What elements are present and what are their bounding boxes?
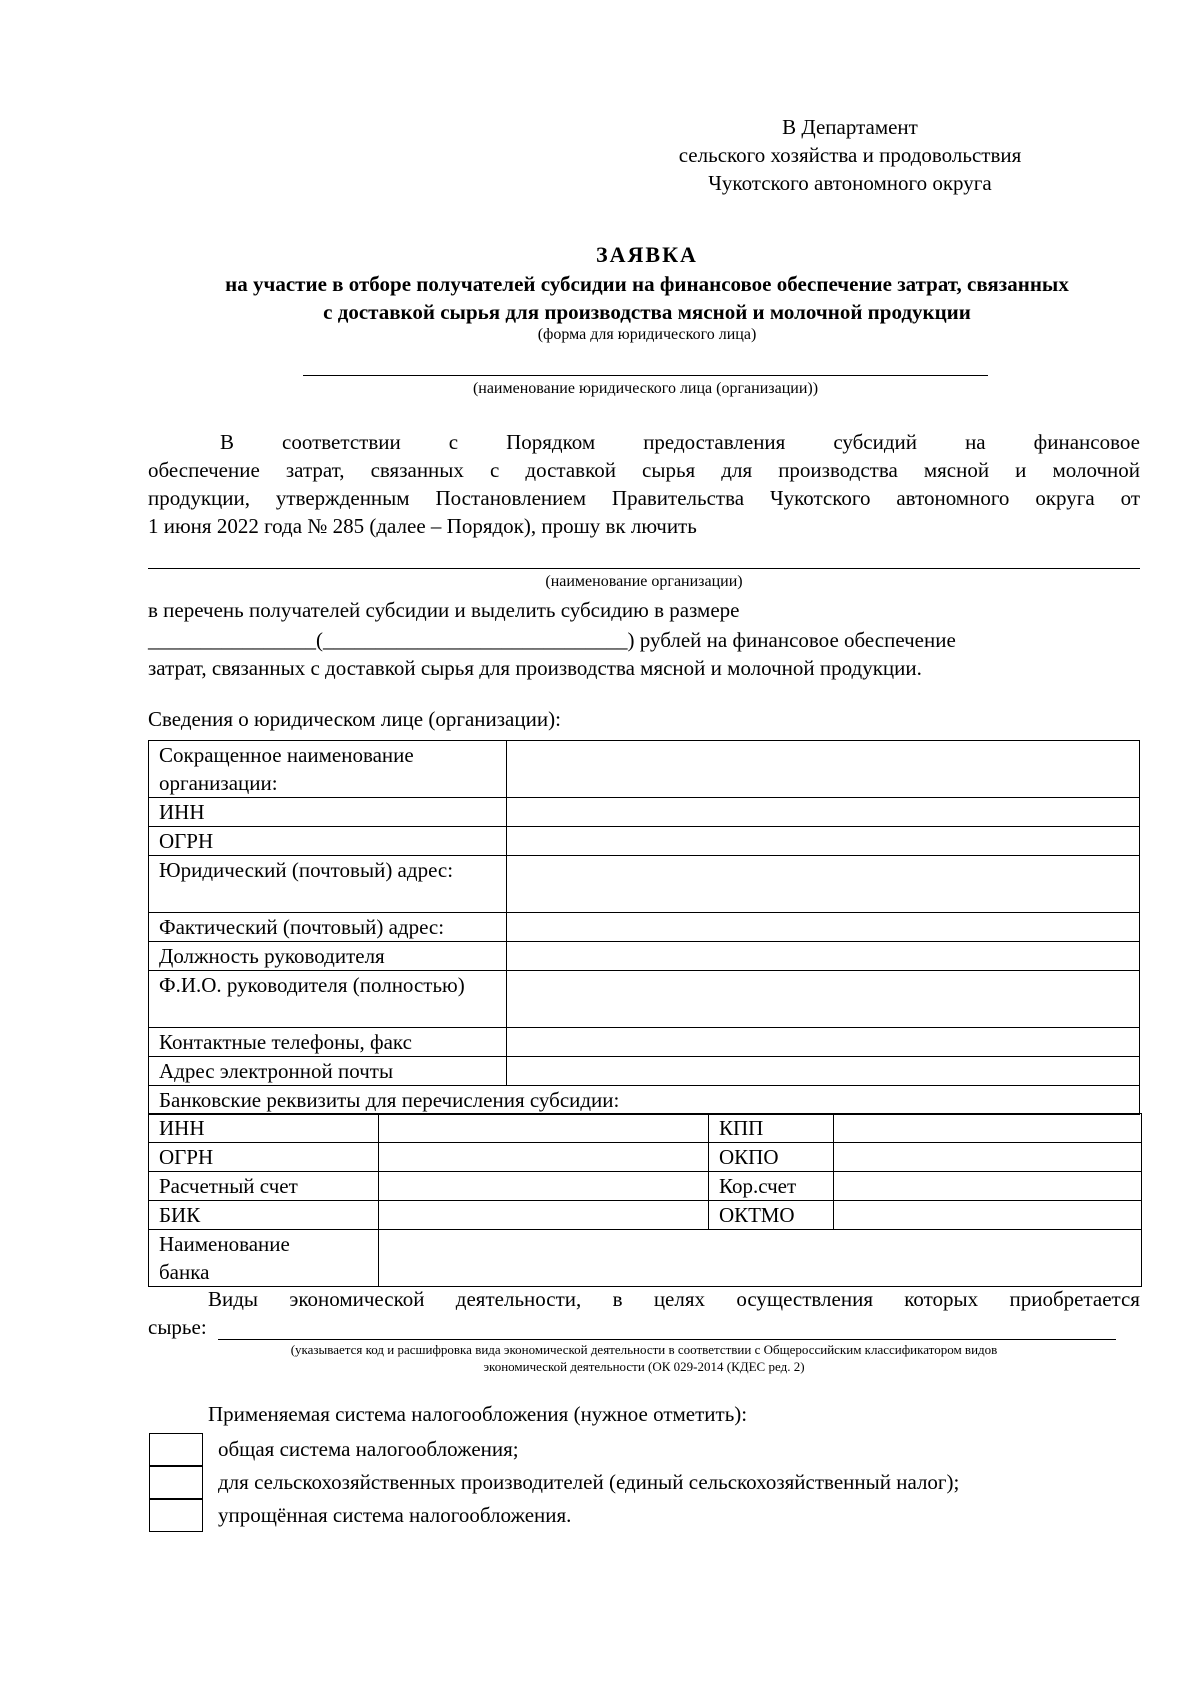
form-note: (форма для юридического лица) [537,326,757,343]
bank-value[interactable] [834,1201,1142,1230]
info-label: Фактический (почтовый) адрес: [149,913,507,942]
activity-word: экономической [289,1287,425,1311]
paragraph-word: предоставления [643,430,786,454]
activity-line-1 [148,1285,1140,1313]
info-label: ИНН [149,798,507,827]
activity-note-2: экономической деятельности (ОК 029-2014 (КДЕС ред. 2) [483,1359,805,1374]
bank-details-table [148,1113,1142,1287]
tax-option-agricultural: для сельскохозяйственных производителей (единый сельскохозяйственный налог); [218,1470,960,1494]
activity-word: целях [653,1287,706,1311]
bank-label: ОГРН [149,1143,379,1172]
table-row [149,1114,1142,1143]
bank-value[interactable] [379,1172,709,1201]
bank-value[interactable] [379,1201,709,1230]
activity-word: деятельности, [455,1287,582,1311]
title-main: ЗАЯВКА [596,242,698,267]
paragraph-line-1 [148,428,1140,456]
paragraph-line-2: обеспечение затрат, связанных с доставкой сырья для производства мясной и молочной [148,458,1140,482]
info-value[interactable] [507,798,1140,827]
info-value[interactable] [507,741,1140,798]
activity-note-1: (указывается код и расшифровка вида экономической деятельности в соответствии с Общероссийским классификатором видов [290,1342,998,1357]
paragraph-word: финансовое [1033,430,1140,454]
info-value[interactable] [507,1057,1140,1086]
bank-label: Кор.счет [709,1172,834,1201]
bank-label: БИК [149,1201,379,1230]
org-info-table [148,740,1140,1115]
tax-option-general: общая система налогообложения; [218,1437,519,1461]
table-row [149,913,1140,942]
title-sub-2: с доставкой сырья для производства мясной и молочной продукции [323,300,971,324]
info-label: Адрес электронной почты [149,1057,507,1086]
bank-value[interactable] [834,1172,1142,1201]
table-row [149,1201,1142,1230]
paragraph-word: В [220,430,235,454]
tax-checkbox-simplified[interactable] [149,1499,203,1532]
info-value[interactable] [507,1028,1140,1057]
info-label: Должность руководителя [149,942,507,971]
paragraph-word: Порядком [506,430,596,454]
document-title [148,240,1146,326]
table-row [149,1028,1140,1057]
bank-label: ИНН [149,1114,379,1143]
tax-option-simplified: упрощённая система налогообложения. [218,1503,572,1527]
paragraph-word: субсидий [833,430,918,454]
info-value[interactable] [507,942,1140,971]
bank-name-label: Наименование банка [149,1230,379,1287]
activity-word: приобретается [1009,1287,1140,1311]
info-label: Ф.И.О. руководителя (полностью) [149,971,507,1028]
paragraph-line-4: 1 июня 2022 года № 285 (далее – Порядок), прошу вк лючить [148,514,697,538]
amount-line-2 [148,626,1140,654]
request-paragraph [148,428,1140,540]
table-row [149,1172,1142,1201]
amount-words-field[interactable]: _____________________________ [323,628,628,652]
bank-heading: Банковские реквизиты для перечисления субсидии: [149,1086,1140,1115]
activity-note [148,1341,1140,1375]
table-row [149,1230,1142,1287]
amount-line-1: в перечень получателей субсидии и выделить субсидию в размере [148,598,740,622]
info-label: ОГРН [149,827,507,856]
table-row [149,856,1140,913]
info-value[interactable] [507,856,1140,913]
table-row [149,741,1140,798]
info-label: Юридический (почтовый) адрес: [149,856,507,913]
bank-label: ОКПО [709,1143,834,1172]
activity-word: в [612,1287,623,1311]
table-row [149,971,1140,1028]
bank-value[interactable] [379,1114,709,1143]
org-name-caption: (наименование юридического лица (организации)) [472,380,819,397]
paragraph-line-3: продукции, утвержденным Постановлением Правительства Чукотского автономного округа от [148,486,1140,510]
table-row [149,798,1140,827]
bank-value[interactable] [834,1114,1142,1143]
info-label: Сокращенное наименование организации: [149,741,507,798]
info-label: Контактные телефоны, факс [149,1028,507,1057]
bank-value[interactable] [379,1143,709,1172]
table-row [149,1057,1140,1086]
info-value[interactable] [507,827,1140,856]
org-name-line[interactable] [148,568,1140,569]
addressee-line-2: сельского хозяйства и продовольствия [678,143,1022,167]
amount-number-field[interactable]: ________________( [148,628,323,652]
paragraph-word: с [448,430,459,454]
bank-name-value[interactable] [379,1230,1142,1287]
activity-field[interactable] [218,1339,1116,1340]
bank-label: КПП [709,1114,834,1143]
addressee-line-1: В Департамент [782,115,918,139]
table-row [149,942,1140,971]
paragraph-word: соответствии [282,430,401,454]
bank-label: ОКТМО [709,1201,834,1230]
paragraph-word: на [965,430,986,454]
activity-word: Виды [208,1287,259,1311]
amount-line-2-end: ) рублей на финансовое обеспечение [627,628,956,652]
table-row [149,1143,1142,1172]
activity-word: которых [904,1287,979,1311]
org-name-field[interactable] [303,375,988,376]
org-name-line-caption: (наименование организации) [545,573,743,590]
tax-heading: Применяемая система налогообложения (нужное отметить): [208,1402,748,1426]
amount-line-3: затрат, связанных с доставкой сырья для производства мясной и молочной продукции. [148,656,922,680]
table-row [149,827,1140,856]
activity-word: осуществления [736,1287,873,1311]
tax-checkbox-general[interactable] [149,1433,203,1466]
title-sub-1: на участие в отборе получателей субсидии на финансовое обеспечение затрат, связанных [225,272,1069,296]
bank-label: Расчетный счет [149,1172,379,1201]
table-row [149,1086,1140,1115]
addressee [560,113,1140,197]
info-heading: Сведения о юридическом лице (организации): [148,707,561,731]
activity-line-2: сырье: [148,1315,207,1339]
info-value[interactable] [507,913,1140,942]
activity-block [148,1285,1140,1341]
bank-value[interactable] [834,1143,1142,1172]
addressee-line-3: Чукотского автономного округа [708,171,992,195]
info-value[interactable] [507,971,1140,1028]
tax-checkbox-agricultural[interactable] [149,1466,203,1499]
